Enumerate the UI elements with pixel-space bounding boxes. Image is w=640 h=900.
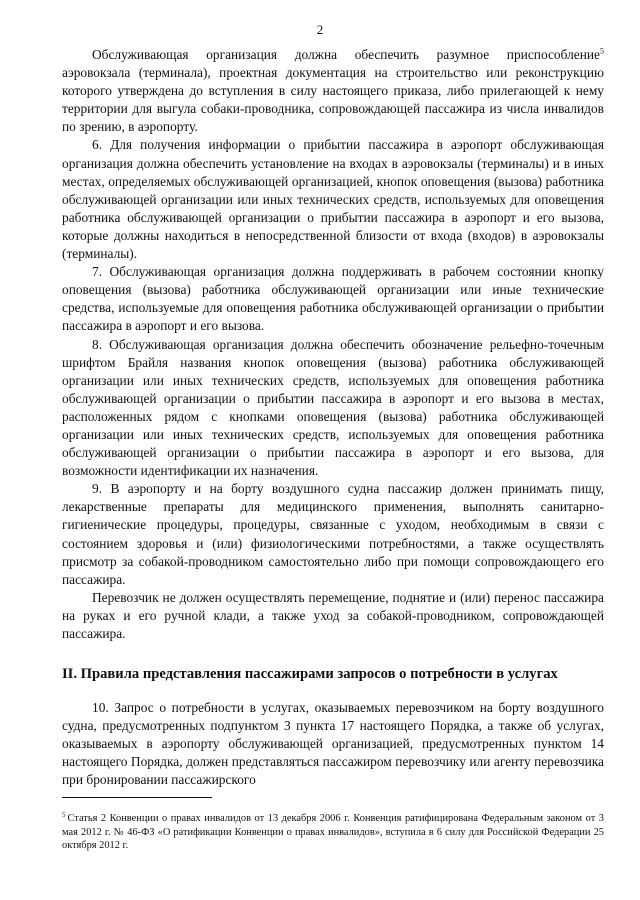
- footnote-reference: 5: [600, 46, 604, 56]
- document-body: [62, 46, 604, 790]
- footnote-text: Статья 2 Конвенции о правах инвалидов от 13 декабря 2006 г. Конвенция ратифицирована Федеральным законом от 3 мая 2012 г. № 46-ФЗ «О ратификации Конвенции о правах инвалидов», вступила в 6 силу для Российской Федерации 25 октября 2012 г.: [62, 813, 604, 852]
- section-heading: II. Правила представления пассажирами запросов о потребности в услугах: [62, 666, 558, 683]
- paragraph-10: 10. Запрос о потребности в услугах, оказываемых перевозчиком на борту воздушного судна, предусмотренных подпунктом 3 пункта 17 настоящего Порядка, а также об услугах, оказываемых в аэропорту обслуживающей организацией, предусмотренных пунктом 14 настоящего Порядка, должен представляться пассажиром перевозчику или агенту перевозчика при бронировании пассажирского: [62, 700, 604, 788]
- paragraph-accommodation-rest: аэровокзала (терминала), проектная документация на строительство или реконструкцию которого утверждена до вступления в силу настоящего приказа, либо прилегающей к нему территории для выгула собаки-проводника, сопровождающей пассажира из числа инвалидов по зрению, в аэропорту.: [62, 65, 604, 135]
- paragraph-9: 9. В аэропорту и на борту воздушного судна пассажир должен принимать пищу, лекарственные препараты для медицинского применения, выполнять санитарно-гигиенические процедуры, процедуры, связанные с уходом, необходимым в связи с состоянием здоровья и (или) физиологическими потребностями, а также осуществлять присмотр за собакой-проводником самостоятельно либо при помощи сопровождающего его пассажира.: [62, 481, 604, 587]
- paragraph-7: 7. Обслуживающая организация должна поддерживать в рабочем состоянии кнопку оповещения (вызова) работника обслуживающей организации или иные технические средства, используемые для оповещения работника обслуживающей организации о прибытии пассажира в аэропорт и его вызова.: [62, 264, 604, 334]
- paragraph-6: 6. Для получения информации о прибытии пассажира в аэропорт обслуживающая организация должна обеспечить установление на входах в аэровокзалы (терминалы) и в иных местах, определяемых обслуживающей организацией, кнопок оповещения (вызова) работника обслуживающей организации или иных технических средств, используемых для оповещения работника обслуживающей организации о прибытии пассажира в аэропорт и его вызова, которые должны находиться в непосредственной близости от входа (входов) в аэровокзалы (терминалы).: [62, 137, 604, 262]
- footnote-mark: 5: [62, 810, 66, 819]
- paragraph-8: 8. Обслуживающая организация должна обеспечить обозначение рельефно-точечным шрифтом Брайля названия кнопок оповещения (вызова) работника обслуживающей организации или иных технических средств, используемых для оповещения работника обслуживающей организации о прибытии пассажира в аэропорт и его вызова в местах, расположенных рядом с кнопками оповещения (вызова) работника обслуживающей организации или иных технических средств, используемых для оповещения работника обслуживающей организации о прибытии пассажира в аэропорт и его вызова, для возможности идентификации их назначения.: [62, 336, 604, 479]
- paragraph-accommodation: [62, 46, 604, 136]
- paragraph-accommodation-start: Обслуживающая организация должна обеспечить разумное приспособление: [92, 47, 600, 62]
- footnote-divider: [62, 797, 212, 798]
- paragraph-carrier: Перевозчик не должен осуществлять перемещение, поднятие и (или) перенос пассажира на руках и его ручной клади, а также уход за собакой-проводником, сопровождающей пассажира.: [62, 589, 604, 641]
- page-number: 2: [316, 22, 324, 37]
- footnote: [62, 812, 604, 853]
